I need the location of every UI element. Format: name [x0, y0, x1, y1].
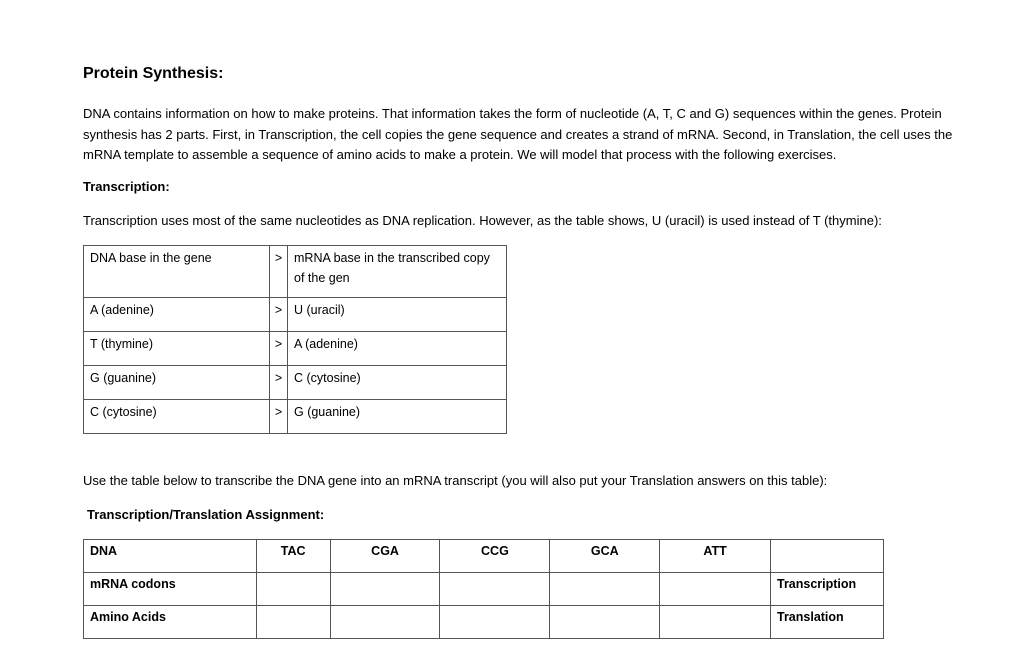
mrna-answer-cell[interactable]	[256, 573, 330, 606]
transcription-heading: Transcription:	[83, 179, 170, 194]
mrna-answer-cell[interactable]	[440, 573, 550, 606]
header-mrna-base: mRNA base in the transcribed copy of the gen	[288, 246, 507, 298]
transcription-note: Transcription	[771, 573, 884, 606]
mrna-base-cell: G (guanine)	[288, 400, 507, 434]
row-label-mrna: mRNA codons	[84, 573, 257, 606]
dna-codon-cell: GCA	[550, 540, 660, 573]
amino-acid-answer-cell[interactable]	[440, 606, 550, 639]
table-row	[84, 606, 884, 639]
mrna-answer-cell[interactable]	[660, 573, 771, 606]
amino-acid-answer-cell[interactable]	[550, 606, 660, 639]
transcription-paragraph: Transcription uses most of the same nucleotides as DNA replication. However, as the table shows, U (uracil) is used instead of T (thymine):	[83, 213, 882, 228]
base-table-header	[84, 246, 507, 298]
table-row	[84, 573, 884, 606]
arrow-cell: >	[270, 366, 288, 400]
intro-paragraph: DNA contains information on how to make proteins. That information takes the form of nucleotide (A, T, C and G) sequences within the genes. Protein synthesis has 2 parts. First, in Transcription, the cell copies the gene sequence and creates a strand of mRNA. Second, in Translation, the cell uses the mRNA template to assemble a sequence of amino acids to make a protein. We will model that process with the following exercises.	[83, 106, 953, 162]
table-row	[84, 298, 507, 332]
amino-acid-answer-cell[interactable]	[256, 606, 330, 639]
mrna-base-cell: A (adenine)	[288, 332, 507, 366]
row-label-dna: DNA	[84, 540, 257, 573]
page-title: Protein Synthesis:	[83, 65, 224, 82]
base-pairing-table	[83, 245, 507, 434]
assignment-table	[83, 539, 884, 639]
dna-codon-cell: ATT	[660, 540, 771, 573]
table-row	[84, 332, 507, 366]
dna-base-cell: G (guanine)	[84, 366, 270, 400]
header-arrow: >	[270, 246, 288, 298]
mrna-answer-cell[interactable]	[550, 573, 660, 606]
arrow-cell: >	[270, 332, 288, 366]
dna-codon-cell: CCG	[440, 540, 550, 573]
arrow-cell: >	[270, 298, 288, 332]
amino-acid-answer-cell[interactable]	[660, 606, 771, 639]
table-row	[84, 366, 507, 400]
table-row	[84, 540, 884, 573]
header-dna-base: DNA base in the gene	[84, 246, 270, 298]
row-label-amino-acids: Amino Acids	[84, 606, 257, 639]
dna-base-cell: C (cytosine)	[84, 400, 270, 434]
mrna-base-cell: C (cytosine)	[288, 366, 507, 400]
dna-base-cell: T (thymine)	[84, 332, 270, 366]
dna-codon-cell: CGA	[330, 540, 440, 573]
arrow-cell: >	[270, 400, 288, 434]
mrna-answer-cell[interactable]	[330, 573, 440, 606]
instructions-paragraph: Use the table below to transcribe the DNA gene into an mRNA transcript (you will also put your Translation answers on this table):	[83, 473, 828, 488]
dna-codon-cell: TAC	[256, 540, 330, 573]
dna-base-cell: A (adenine)	[84, 298, 270, 332]
translation-note: Translation	[771, 606, 884, 639]
row-note-cell	[771, 540, 884, 573]
mrna-base-cell: U (uracil)	[288, 298, 507, 332]
table-row	[84, 400, 507, 434]
amino-acid-answer-cell[interactable]	[330, 606, 440, 639]
assignment-heading: Transcription/Translation Assignment:	[87, 507, 325, 522]
